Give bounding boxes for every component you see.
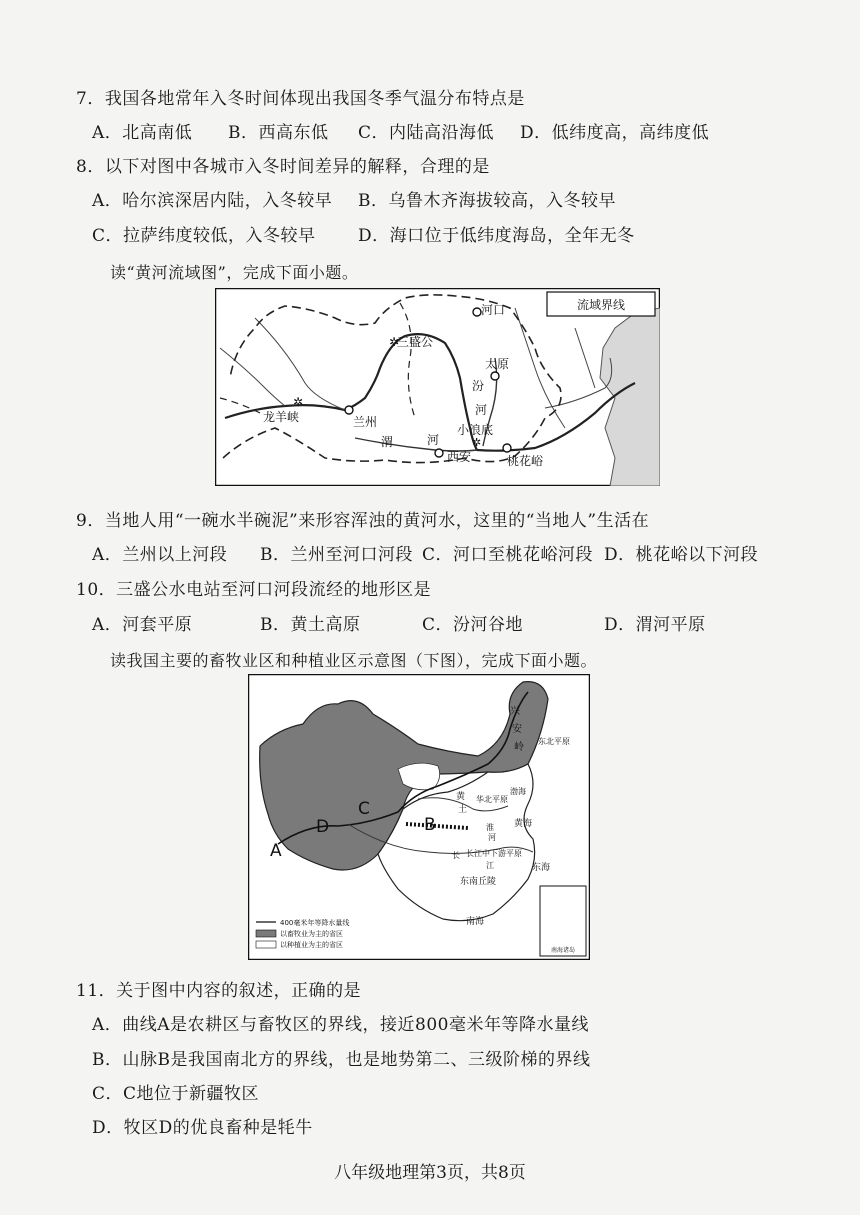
q11-option-a: A．曲线A是农耕区与畜牧区的界线，接近800毫米年等降水量线 xyxy=(92,1015,590,1035)
label-c: C xyxy=(358,799,370,819)
q11-stem: 11．关于图中内容的叙述，正确的是 xyxy=(76,981,362,1001)
dam-icon: ✲ xyxy=(472,436,482,449)
nanhai-inset xyxy=(540,886,586,956)
xiaolangdi-label: 小浪底 xyxy=(457,423,494,437)
q8-option-d: D．海口位于低纬度海岛，全年无冬 xyxy=(358,226,635,246)
q10-option-d: D．渭河平原 xyxy=(604,615,706,635)
taiyuan-label: 太原 xyxy=(485,357,510,371)
dam-icon: ✲ xyxy=(389,335,400,349)
label-bohai: 渤海 xyxy=(510,787,526,796)
longyangxia-label: 龙羊峡 xyxy=(263,410,300,424)
q9-option-c: C．河口至桃花峪河段 xyxy=(422,545,594,565)
label-dongnan: 东南丘陵 xyxy=(460,877,497,887)
dam-icon: ✲ xyxy=(293,395,304,409)
q9-stem: 9．当地人用“一碗水半碗泥”来形容浑浊的黄河水，这里的“当地人”生活在 xyxy=(76,511,650,531)
fen-he-label: 河 xyxy=(475,403,488,417)
taiyuan-marker xyxy=(491,372,499,380)
q7-stem: 7．我国各地常年入冬时间体现出我国冬季气温分布特点是 xyxy=(76,89,525,109)
q8-option-c: C．拉萨纬度较低，入冬较早 xyxy=(92,226,316,246)
wei-label: 渭 xyxy=(381,435,394,449)
sanshenggong-label: 三盛公 xyxy=(397,335,434,349)
xian-label: 西安 xyxy=(447,450,472,464)
legend-pastoral-label: 以畜牧业为主的省区 xyxy=(280,930,343,938)
label-ling: 岭 xyxy=(514,742,524,753)
label-huang: 黄 xyxy=(456,792,466,802)
q10-option-a: A．河套平原 xyxy=(92,615,193,635)
label-b: B xyxy=(424,815,436,835)
label-jiang: 江 xyxy=(486,861,494,870)
legend-farming-swatch xyxy=(256,941,276,948)
q7-option-b: B．西高东低 xyxy=(228,123,329,143)
q7-option-d: D．低纬度高，高纬度低 xyxy=(520,123,710,143)
q11-option-d: D．牧区D的优良畜种是牦牛 xyxy=(92,1118,313,1138)
lanzhou-marker xyxy=(345,406,353,414)
intro-yellow-river-map: 读“黄河流域图”，完成下面小题。 xyxy=(110,263,359,282)
map1-legend-label: 流域界线 xyxy=(576,298,626,312)
label-d: D xyxy=(316,817,330,837)
intro-agriculture-map: 读我国主要的畜牧业区和种植业区示意图（下图），完成下面小题。 xyxy=(110,651,598,670)
q8-stem: 8．以下对图中各城市入冬时间差异的解释，合理的是 xyxy=(76,157,490,177)
q8-option-a: A．哈尔滨深居内陆，入冬较早 xyxy=(92,191,333,211)
label-xing: 兴 xyxy=(510,706,520,717)
taohuayu-marker xyxy=(503,444,511,452)
q11-option-c: C．C地位于新疆牧区 xyxy=(92,1084,260,1104)
q11-option-b: B．山脉B是我国南北方的界线，也是地势第二、三级阶梯的界线 xyxy=(92,1050,591,1070)
label-tu: 土 xyxy=(458,805,468,815)
label-he: 河 xyxy=(488,833,496,842)
label-chang: 长 xyxy=(452,851,460,860)
q8-option-b: B．乌鲁木齐海拔较高，入冬较早 xyxy=(358,191,616,211)
hekou-marker xyxy=(473,308,481,316)
lanzhou-label: 兰州 xyxy=(353,415,378,429)
legend-farming-label: 以种植业为主的省区 xyxy=(280,941,343,949)
fen-label: 汾 xyxy=(472,379,485,393)
label-a: A xyxy=(270,841,282,861)
legend-isohyet-label: 400毫米年等降水量线 xyxy=(280,919,350,927)
q9-option-b: B．兰州至河口河段 xyxy=(260,545,413,565)
china-agriculture-map xyxy=(248,674,590,960)
wei-he-label: 河 xyxy=(427,433,440,447)
label-dongbei: 东北平原 xyxy=(538,737,570,746)
q7-option-a: A．北高南低 xyxy=(92,123,193,143)
label-an: 安 xyxy=(512,724,522,735)
taohuayu-label: 桃花峪 xyxy=(507,454,544,468)
xian-marker xyxy=(435,449,443,457)
label-nanhai: 南海 xyxy=(466,917,485,927)
inset-label: 南海诸岛 xyxy=(550,947,576,954)
hekou-label: 河口 xyxy=(481,303,506,317)
label-huanghai: 黄海 xyxy=(514,819,533,829)
q10-option-b: B．黄土高原 xyxy=(260,615,361,635)
yellow-river-basin-map xyxy=(215,288,660,486)
label-huai: 淮 xyxy=(486,823,494,832)
q7-option-c: C．内陆高沿海低 xyxy=(358,123,495,143)
q10-option-c: C．汾河谷地 xyxy=(422,615,524,635)
label-huabei: 华北平原 xyxy=(476,795,508,804)
q10-stem: 10．三盛公水电站至河口河段流经的地形区是 xyxy=(76,580,432,600)
legend-pastoral-swatch xyxy=(256,930,276,937)
label-donghai: 东海 xyxy=(532,863,551,873)
q9-option-a: A．兰州以上河段 xyxy=(92,545,228,565)
label-changjiang-plain: 长江中下游平原 xyxy=(466,849,522,858)
q9-option-d: D．桃花峪以下河段 xyxy=(604,545,759,565)
page-footer: 八年级地理第3页，共8页 xyxy=(334,1163,526,1183)
